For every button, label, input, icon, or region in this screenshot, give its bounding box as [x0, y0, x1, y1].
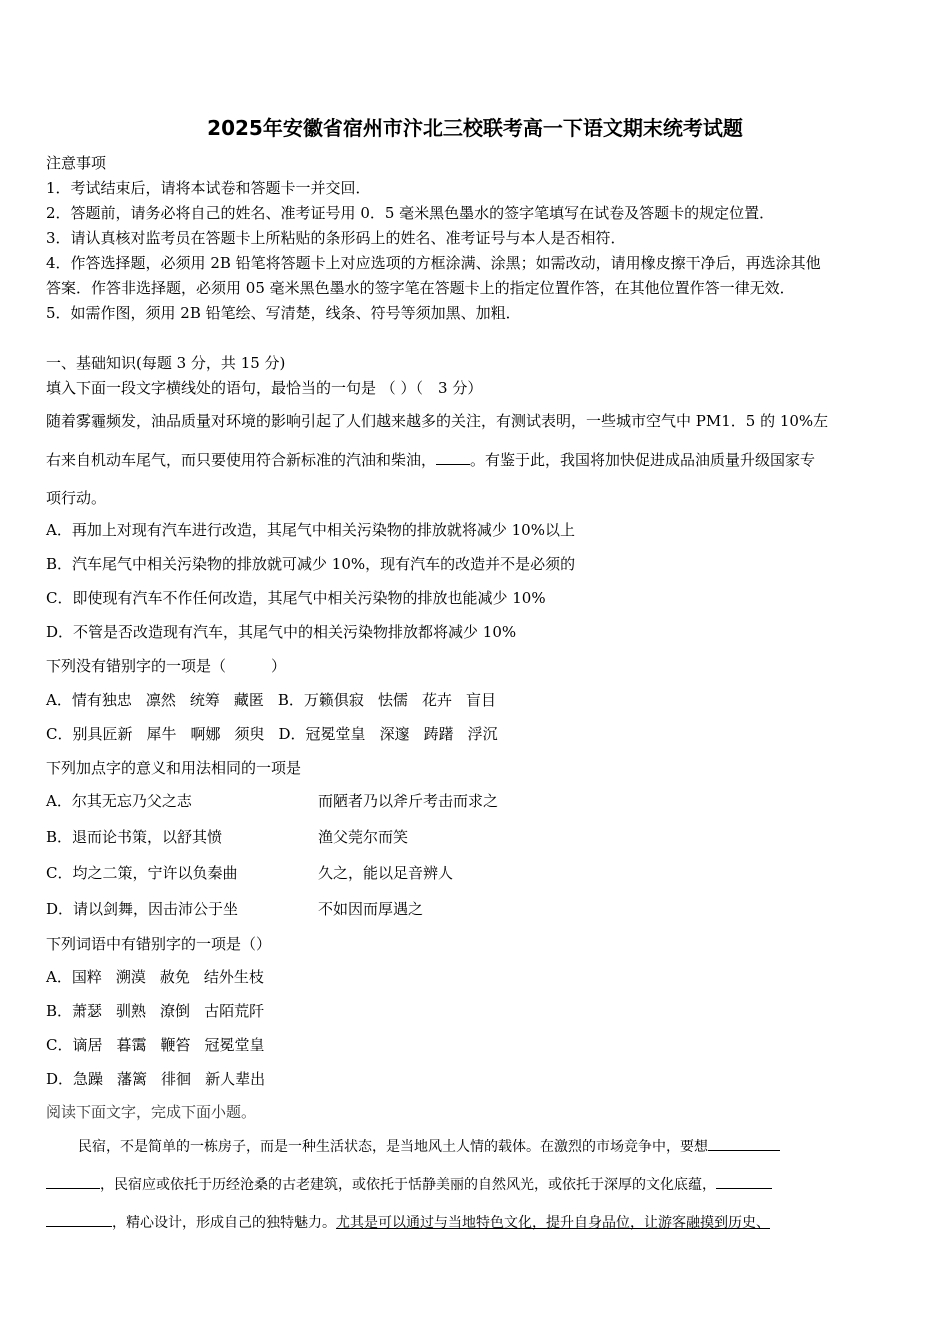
question-3-option-c-left: C．均之二策，宁许以负秦曲 — [46, 864, 238, 882]
q2-word: 踌躇 — [423, 725, 454, 743]
notice-heading: 注意事项 — [46, 154, 107, 172]
question-1-option-c: C．即使现有汽车不作任何改造，其尾气中相关污染物的排放也能减少 10% — [46, 589, 546, 607]
q4-word: D．急躁 — [46, 1070, 104, 1088]
reading-paragraph-line — [46, 1212, 770, 1232]
q2-word: 统筹 — [189, 691, 220, 709]
notice-item: 答案．作答非选择题，必须用 05 毫米黑色墨水的签字笔在答题卡上的指定位置作答，在其他位置作答一律无效． — [46, 279, 795, 297]
notice-item: 2．答题前，请务必将自己的姓名、准考证号用 0．5 毫米黑色墨水的签字笔填写在试卷及答题卡的规定位置． — [46, 204, 775, 222]
reading-text: ，民宿应或依托于历经沧桑的古老建筑，或依托于恬静美丽的自然风光，或依托于深厚的文化底蕴， — [100, 1177, 716, 1193]
question-1-option-b: B．汽车尾气中相关污染物的排放就可减少 10%，现有汽车的改造并不是必须的 — [46, 555, 576, 573]
q4-word: 驯熟 — [116, 1002, 147, 1020]
section-heading: 一、基础知识(每题 3 分，共 15 分) — [46, 354, 286, 372]
q2-word: 凛然 — [145, 691, 176, 709]
question-3-option-b-left: B．退而论书策，以舒其愤 — [46, 828, 223, 846]
q2-word: 藏匿 — [233, 691, 264, 709]
notice-item: 5．如需作图，须用 2B 铅笔绘、写清楚，线条、符号等须加黑、加粗． — [46, 304, 521, 322]
answer-blank — [46, 1212, 112, 1227]
q2-word: 浮沉 — [467, 725, 498, 743]
q4-word: B．萧瑟 — [46, 1002, 103, 1020]
question-4-stem: 下列词语中有错别字的一项是（） — [46, 935, 272, 953]
q4-word: 藩篱 — [117, 1070, 148, 1088]
q4-word: 结外生枝 — [203, 968, 264, 986]
q2-word: 犀牛 — [146, 725, 177, 743]
question-3-option-b-right: 渔父莞尔而笑 — [318, 828, 409, 846]
q4-word: 鞭笞 — [160, 1036, 191, 1054]
question-3-option-c-right: 久之，能以足音辨人 — [318, 864, 454, 882]
q2-word: 盲目 — [465, 691, 496, 709]
question-2-stem: 下列没有错别字的一项是（ ） — [46, 657, 287, 675]
q2-word: 深邃 — [379, 725, 410, 743]
reading-paragraph-line — [46, 1174, 772, 1194]
q2-word: B．万籁俱寂 — [277, 691, 364, 709]
q4-word: A．国粹 — [46, 968, 102, 986]
notice-item: 1．考试结束后，请将本试卷和答题卡一并交回． — [46, 179, 371, 197]
q4-word: 新人辈出 — [205, 1070, 266, 1088]
page-title: 2025年安徽省宿州市汴北三校联考高一下语文期末统考试题 — [207, 116, 743, 140]
answer-blank — [436, 450, 470, 465]
q2-word: 啊娜 — [190, 725, 221, 743]
question-3-stem: 下列加点字的意义和用法相同的一项是 — [46, 759, 302, 777]
question-1-stem: 填入下面一段文字横线处的语句，最恰当的一句是 （ ）（ 3 分） — [46, 379, 483, 397]
reading-text: 民宿，不是简单的一栋房子，而是一种生活状态，是当地风土人情的载体。在激烈的市场竞争中，要想 — [78, 1139, 708, 1155]
q2-word: 花卉 — [421, 691, 452, 709]
q4-word: 古陌荒阡 — [204, 1002, 265, 1020]
question-3-option-d-right: 不如因而厚遇之 — [318, 900, 424, 918]
q4-word: 暮霭 — [116, 1036, 147, 1054]
reading-paragraph-line — [78, 1136, 780, 1156]
question-1-passage-line — [46, 449, 815, 470]
reading-text: ，精心设计，形成自己的独特魅力。 — [112, 1215, 336, 1231]
q4-word: 溯漠 — [115, 968, 146, 986]
question-4-option-d — [46, 1068, 265, 1089]
answer-blank — [716, 1174, 772, 1189]
question-4-option-c — [46, 1034, 265, 1055]
question-2-row — [46, 689, 496, 710]
q4-word: 赦免 — [159, 968, 190, 986]
question-4-option-a — [46, 966, 264, 987]
q2-word: D．冠冕堂皇 — [278, 725, 366, 743]
q4-word: 徘徊 — [161, 1070, 192, 1088]
question-3-option-a-right: 而陋者乃以斧斤考击而求之 — [318, 792, 499, 810]
q4-word: 冠冕堂皇 — [204, 1036, 265, 1054]
q4-word: C．谪居 — [46, 1036, 103, 1054]
q2-word: 须臾 — [234, 725, 265, 743]
q2-word: A．情有独忠 — [46, 691, 132, 709]
q2-word: 怯儒 — [377, 691, 408, 709]
q4-word: 潦倒 — [160, 1002, 191, 1020]
question-1-option-a: A．再加上对现有汽车进行改造，其尾气中相关污染物的排放就将减少 10%以上 — [46, 521, 575, 539]
reading-intro: 阅读下面文字，完成下面小题。 — [46, 1103, 257, 1121]
notice-item: 3．请认真核对监考员在答题卡上所粘贴的条形码上的姓名、准考证号与本人是否相符． — [46, 229, 626, 247]
answer-blank — [46, 1174, 100, 1189]
underlined-sentence: 尤其是可以通过与当地特色文化，提升自身品位，让游客融摸到历史、 — [336, 1215, 770, 1231]
question-1-option-d: D．不管是否改造现有汽车，其尾气中的相关污染物排放都将减少 10% — [46, 623, 517, 641]
answer-blank — [708, 1136, 780, 1151]
passage-text: 右来自机动车尾气，而只要使用符合新标准的汽油和柴油， — [46, 451, 437, 469]
question-4-option-b — [46, 1000, 264, 1021]
q2-word: C．别具匠新 — [46, 725, 133, 743]
question-3-option-a-left: A．尔其无忘乃父之志 — [46, 792, 192, 810]
question-3-option-d-left: D．请以剑舞，因击沛公于坐 — [46, 900, 239, 918]
passage-text: 。有鉴于此，我国将加快促进成品油质量升级国家专 — [470, 451, 816, 469]
question-2-row — [46, 723, 498, 744]
question-1-passage-line: 随着雾霾频发，油品质量对环境的影响引起了人们越来越多的关注，有测试表明，一些城市空气中 PM1．5 的 10%左 — [46, 412, 829, 430]
question-1-passage-line: 项行动。 — [46, 489, 107, 507]
notice-item: 4．作答选择题，必须用 2B 铅笔将答题卡上对应选项的方框涂满、涂黑；如需改动，请用橡皮擦干净后，再选涂其他 — [46, 254, 821, 272]
